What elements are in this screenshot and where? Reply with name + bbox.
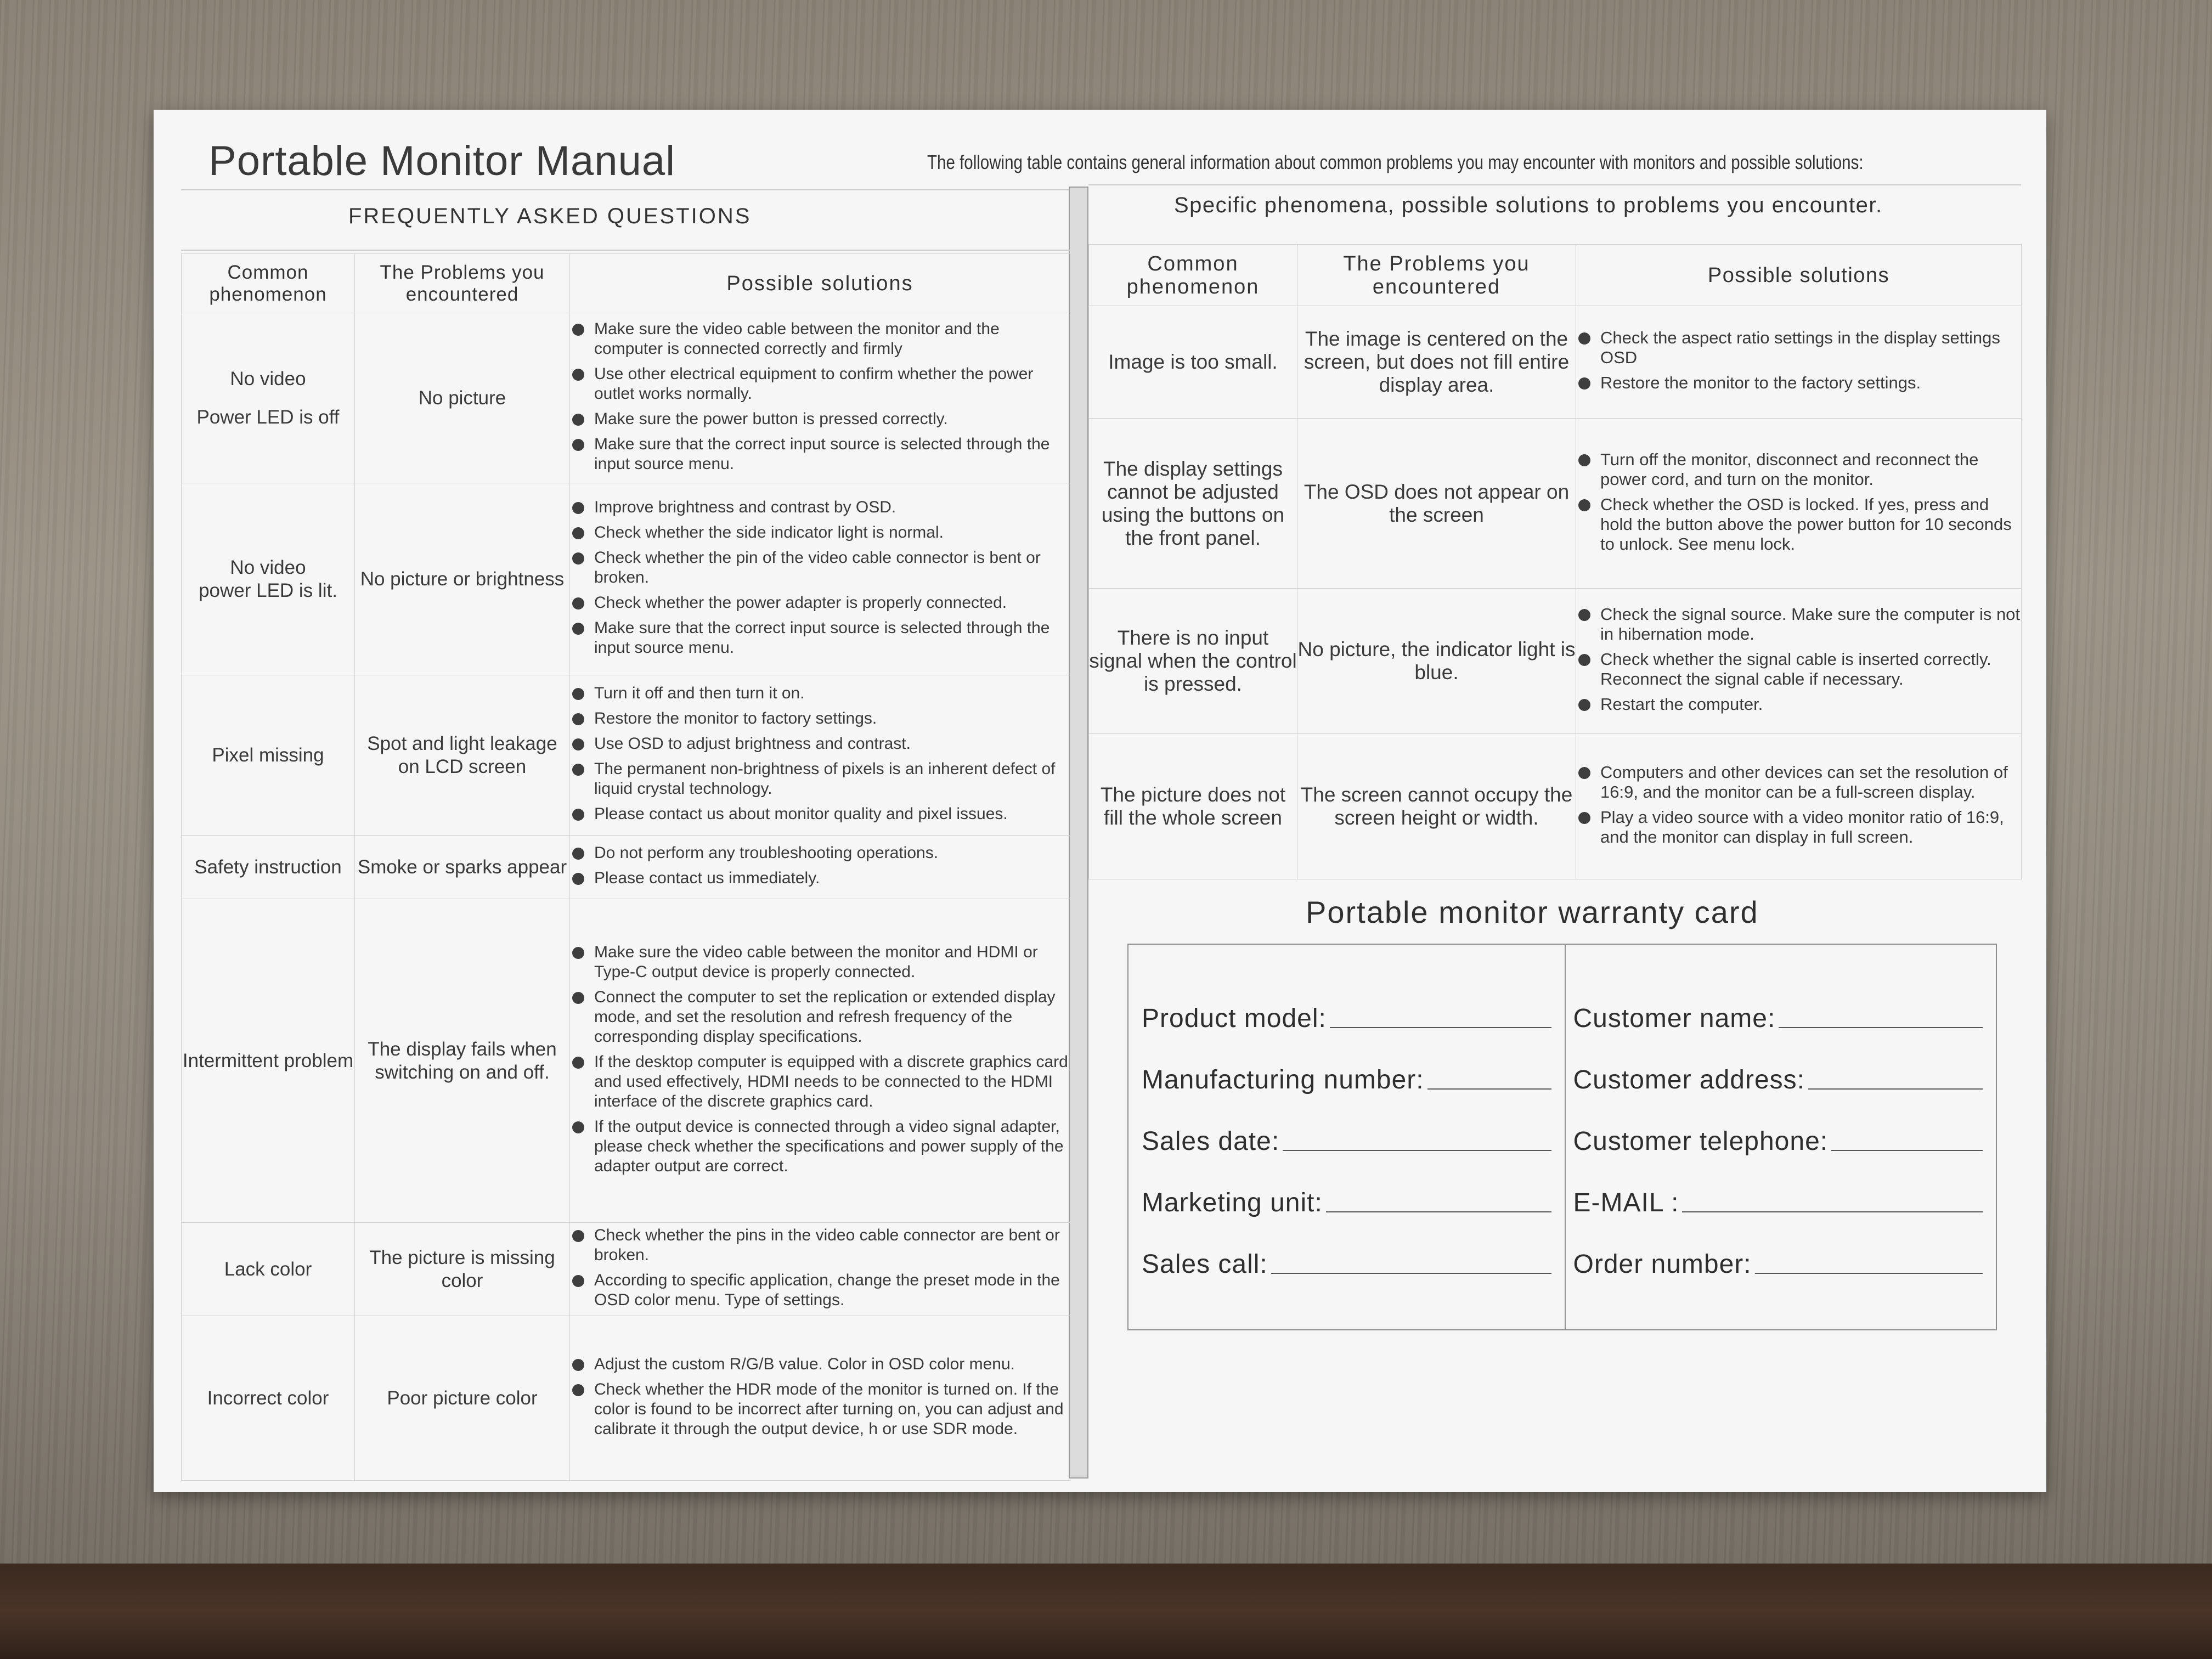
warranty-field xyxy=(1573,1034,1989,1095)
document-title: Portable Monitor Manual xyxy=(208,138,675,184)
phenomenon-text: Incorrect color xyxy=(207,1387,329,1409)
warranty-column-left xyxy=(1128,945,1565,1329)
warranty-field-label: Order number: xyxy=(1573,1250,1752,1279)
faq-row xyxy=(182,899,1070,1223)
header-common-phenomenon-right: Common phenomenon xyxy=(1089,245,1297,306)
bullet-icon xyxy=(1578,609,1590,621)
warranty-field-blank xyxy=(1283,1149,1551,1151)
warranty-field-blank xyxy=(1808,1088,1983,1090)
solution-item xyxy=(570,319,1070,359)
solution-text: Check whether the signal cable is inserted correctly. Reconnect the signal cable if necessary. xyxy=(1600,650,1991,689)
solution-item xyxy=(570,364,1070,404)
problem-cell xyxy=(1297,734,1576,879)
specific-row xyxy=(1089,306,2022,419)
solution-text: Check whether the pins in the video cable connector are bent or broken. xyxy=(594,1226,1060,1264)
phenomenon-text: Lack color xyxy=(224,1258,312,1280)
phenomenon-cell xyxy=(182,899,355,1223)
solution-item xyxy=(570,868,1070,888)
solutions-list xyxy=(570,1226,1070,1310)
bullet-icon xyxy=(572,738,584,751)
solution-text: Make sure that the correct input source is selected through the input source menu. xyxy=(594,435,1050,473)
bullet-icon xyxy=(572,552,584,565)
bullet-icon xyxy=(1578,654,1590,666)
solutions-list xyxy=(1576,328,2021,393)
bullet-icon xyxy=(572,439,584,451)
solutions-cell xyxy=(1576,306,2022,419)
solution-item xyxy=(570,618,1070,658)
solution-text: Use other electrical equipment to confirm whether the power outlet works normally. xyxy=(594,364,1034,403)
problem-text: Poor picture color xyxy=(387,1387,538,1409)
solutions-cell xyxy=(1576,734,2022,879)
solutions-cell xyxy=(570,836,1070,899)
bullet-icon xyxy=(572,1384,584,1396)
phenomenon-text: No video xyxy=(230,556,306,578)
faq-heading: FREQUENTLY ASKED QUESTIONS xyxy=(348,204,752,228)
problem-text: Smoke or sparks appear xyxy=(357,856,567,878)
problem-cell xyxy=(355,899,570,1223)
phenomenon-text: Pixel missing xyxy=(212,744,324,766)
faq-row xyxy=(182,836,1070,899)
solution-item xyxy=(570,409,1070,429)
header-problems-right: The Problems you encountered xyxy=(1297,245,1576,306)
solution-item xyxy=(570,943,1070,982)
warranty-field xyxy=(1573,972,1989,1034)
problem-text: The display fails when switching on and off. xyxy=(368,1038,557,1083)
solution-item xyxy=(1576,695,2021,714)
phenomenon-text: No video xyxy=(230,368,306,390)
warranty-field-blank xyxy=(1831,1149,1983,1151)
solution-text: Check whether the power adapter is properly connected. xyxy=(594,593,1007,612)
solution-item xyxy=(570,1355,1070,1374)
problem-cell xyxy=(1297,589,1576,734)
bullet-icon xyxy=(572,414,584,426)
phenomenon-cell xyxy=(182,313,355,483)
bullet-icon xyxy=(1578,499,1590,511)
warranty-field xyxy=(1142,1218,1557,1279)
problem-cell xyxy=(1297,419,1576,589)
solution-text: Play a video source with a video monitor ratio of 16:9, and the monitor can display in full screen. xyxy=(1600,808,2004,847)
solutions-cell xyxy=(570,483,1070,675)
faq-row xyxy=(182,313,1070,483)
solutions-cell xyxy=(570,1316,1070,1481)
bullet-icon xyxy=(572,764,584,776)
solution-text: If the desktop computer is equipped with a discrete graphics card and used effectively, HDMI needs to be connected to the HDMI interface of the discrete graphics card. xyxy=(594,1052,1068,1110)
floor-edge xyxy=(0,1564,2212,1659)
solutions-list xyxy=(570,684,1070,824)
solution-item xyxy=(570,593,1070,613)
warranty-field-blank xyxy=(1427,1088,1551,1090)
solution-item xyxy=(570,759,1070,799)
solution-text: Please contact us immediately. xyxy=(594,868,820,887)
solution-item xyxy=(570,498,1070,517)
bullet-icon xyxy=(572,809,584,821)
solutions-cell xyxy=(570,675,1070,836)
problem-text: The OSD does not appear on the screen xyxy=(1304,480,1570,526)
problem-cell xyxy=(355,675,570,836)
solution-text: Restore the monitor to the factory settings. xyxy=(1600,373,1921,392)
solutions-list xyxy=(570,498,1070,658)
warranty-field xyxy=(1573,1156,1989,1218)
solution-text: Adjust the custom R/G/B value. Color in OSD color menu. xyxy=(594,1355,1015,1373)
warranty-field-label: Marketing unit: xyxy=(1142,1188,1323,1217)
warranty-column-right xyxy=(1565,945,1996,1329)
warranty-field-blank xyxy=(1326,1211,1551,1212)
warranty-field-blank xyxy=(1755,1272,1983,1274)
faq-heading-rule xyxy=(181,250,1070,251)
phenomenon-cell xyxy=(182,1223,355,1316)
solution-text: Do not perform any troubleshooting operations. xyxy=(594,843,939,862)
header-solutions-right: Possible solutions xyxy=(1576,245,2022,306)
bullet-icon xyxy=(1578,454,1590,466)
solutions-cell xyxy=(1576,419,2022,589)
phenomenon-text: The display settings cannot be adjusted using the buttons on the front panel. xyxy=(1101,457,1285,549)
header-common-phenomenon: Common phenomenon xyxy=(182,254,355,313)
warranty-card xyxy=(1127,944,1997,1330)
problem-cell xyxy=(1297,306,1576,419)
solution-text: Make sure the power button is pressed correctly. xyxy=(594,409,948,428)
problem-text: No picture xyxy=(418,387,506,409)
warranty-field xyxy=(1142,1095,1557,1156)
bullet-icon xyxy=(1578,377,1590,390)
warranty-field-label: Product model: xyxy=(1142,1004,1327,1033)
phenomenon-text: There is no input signal when the control is pressed. xyxy=(1089,627,1297,695)
phenomenon-cell xyxy=(1089,734,1297,879)
solutions-cell xyxy=(570,899,1070,1223)
phenomenon-cell xyxy=(182,483,355,675)
problem-cell xyxy=(355,1316,570,1481)
phenomenon-cell xyxy=(182,675,355,836)
warranty-field-blank xyxy=(1682,1211,1983,1212)
solutions-cell xyxy=(570,313,1070,483)
manual-sheet xyxy=(154,110,2046,1492)
faq-table-right xyxy=(1088,244,2022,879)
problem-cell xyxy=(355,313,570,483)
solution-text: Check whether the HDR mode of the monitor is turned on. If the color is found to be incorrect after turning on, you can adjust and calibrate it through the output device, h or use SDR mode. xyxy=(594,1380,1064,1438)
phenomenon-cell xyxy=(182,836,355,899)
bullet-icon xyxy=(572,1121,584,1133)
warranty-title: Portable monitor warranty card xyxy=(1306,895,1759,929)
solution-item xyxy=(570,843,1070,863)
phenomenon-text: Image is too small. xyxy=(1108,351,1278,373)
title-rule-left xyxy=(181,189,1070,190)
solutions-list xyxy=(570,319,1070,474)
solution-text: Make sure that the correct input source is selected through the input source menu. xyxy=(594,618,1050,657)
solutions-cell xyxy=(570,1223,1070,1316)
faq-row xyxy=(182,675,1070,836)
solution-text: Check whether the side indicator light is normal. xyxy=(594,523,944,541)
solution-text: Make sure the video cable between the monitor and HDMI or Type-C output device is properly connected. xyxy=(594,943,1038,981)
solution-text: Please contact us about monitor quality and pixel issues. xyxy=(594,804,1008,823)
solution-item xyxy=(570,804,1070,824)
solution-item xyxy=(1576,808,2021,847)
solution-text: Restart the computer. xyxy=(1600,695,1763,714)
warranty-field xyxy=(1142,1034,1557,1095)
bullet-icon xyxy=(572,623,584,635)
problem-cell xyxy=(355,836,570,899)
solution-text: Check whether the OSD is locked. If yes, press and hold the button above the power button for 10 seconds to unlock. See menu lock. xyxy=(1600,494,2012,554)
solution-item xyxy=(570,548,1070,588)
bullet-icon xyxy=(572,369,584,381)
bullet-icon xyxy=(572,992,584,1004)
solution-text: Connect the computer to set the replication or extended display mode, and set the resolution and refresh frequency of the corresponding display specifications. xyxy=(594,988,1056,1046)
header-problems: The Problems you encountered xyxy=(355,254,570,313)
solution-item xyxy=(570,1052,1070,1111)
solution-text: Restore the monitor to factory settings. xyxy=(594,709,877,727)
warranty-field-label: Customer name: xyxy=(1573,1004,1776,1033)
faq-table-left xyxy=(181,253,1070,1481)
phenomenon-cell xyxy=(1089,589,1297,734)
solutions-list xyxy=(570,1355,1070,1439)
specific-row xyxy=(1089,734,2022,879)
solutions-cell xyxy=(1576,589,2022,734)
phenomenon-cell xyxy=(1089,306,1297,419)
specific-row xyxy=(1089,419,2022,589)
phenomenon-cell xyxy=(1089,419,1297,589)
solution-text: Check the aspect ratio settings in the display settings OSD xyxy=(1600,328,2000,367)
warranty-field-label: E-MAIL : xyxy=(1573,1188,1679,1217)
bullet-icon xyxy=(572,527,584,539)
solution-item xyxy=(570,988,1070,1047)
intro-text: The following table contains general information about common problems you may encounter with monitors and possible solutions: xyxy=(927,151,1864,173)
solution-text: Check the signal source. Make sure the computer is not in hibernation mode. xyxy=(1600,605,2021,644)
specific-row xyxy=(1089,589,2022,734)
problem-cell xyxy=(355,1223,570,1316)
bullet-icon xyxy=(572,324,584,336)
phenomenon-text: power LED is lit. xyxy=(199,579,337,601)
problem-cell xyxy=(355,483,570,675)
solutions-list xyxy=(570,943,1070,1176)
phenomenon-text: Power LED is off xyxy=(196,406,340,428)
solution-item xyxy=(1576,328,2021,368)
bullet-icon xyxy=(572,502,584,514)
problem-text: The screen cannot occupy the screen height or width. xyxy=(1300,783,1573,829)
bullet-icon xyxy=(1578,332,1590,345)
phenomenon-text: The picture does not fill the whole screen xyxy=(1100,783,1286,829)
solution-text: Improve brightness and contrast by OSD. xyxy=(594,498,896,516)
solution-item xyxy=(1576,763,2021,802)
solution-item xyxy=(1576,605,2021,644)
warranty-field xyxy=(1142,972,1557,1034)
bullet-icon xyxy=(1578,699,1590,711)
solution-item xyxy=(1576,495,2021,554)
warranty-field-blank xyxy=(1330,1026,1551,1028)
solutions-list xyxy=(1576,763,2021,847)
bullet-icon xyxy=(572,1057,584,1069)
faq-row xyxy=(182,483,1070,675)
bullet-icon xyxy=(1578,767,1590,779)
faq-row xyxy=(182,1223,1070,1316)
solution-text: Turn it off and then turn it on. xyxy=(594,684,805,702)
warranty-field-blank xyxy=(1271,1272,1551,1274)
title-rule-right xyxy=(1088,184,2021,185)
warranty-field-label: Manufacturing number: xyxy=(1142,1065,1424,1094)
center-divider xyxy=(1069,187,1088,1479)
bullet-icon xyxy=(572,597,584,610)
solution-text: Computers and other devices can set the resolution of 16:9, and the monitor can be a full-screen display. xyxy=(1600,763,2008,802)
problem-text: Spot and light leakage on LCD screen xyxy=(367,732,557,777)
solution-text: If the output device is connected through a video signal adapter, please check whether the specifications and power supply of the adapter output are correct. xyxy=(594,1117,1064,1175)
bullet-icon xyxy=(572,1275,584,1287)
problem-text: No picture or brightness xyxy=(360,568,565,590)
problem-text: The image is centered on the screen, but does not fill entire display area. xyxy=(1304,328,1570,396)
problem-text: No picture, the indicator light is blue. xyxy=(1297,638,1576,684)
phenomenon-text: Intermittent problem xyxy=(182,1049,354,1071)
solution-item xyxy=(570,709,1070,729)
solution-item xyxy=(1576,650,2021,689)
solutions-list xyxy=(570,843,1070,888)
warranty-field xyxy=(1573,1095,1989,1156)
warranty-field-label: Customer telephone: xyxy=(1573,1127,1829,1156)
bullet-icon xyxy=(572,848,584,860)
solution-item xyxy=(570,523,1070,543)
bullet-icon xyxy=(572,873,584,885)
warranty-field-blank xyxy=(1779,1026,1983,1028)
header-solutions: Possible solutions xyxy=(570,254,1070,313)
warranty-field xyxy=(1142,1156,1557,1218)
specific-heading: Specific phenomena, possible solutions to problems you encounter. xyxy=(1174,193,1883,217)
warranty-field-label: Sales date: xyxy=(1142,1127,1280,1156)
solution-item xyxy=(570,435,1070,474)
solutions-list xyxy=(1576,605,2021,714)
solution-item xyxy=(570,1117,1070,1176)
solution-item xyxy=(1576,450,2021,489)
solution-text: Make sure the video cable between the monitor and the computer is connected correctly and firmly xyxy=(594,319,1000,358)
solution-item xyxy=(570,1271,1070,1310)
phenomenon-text: Safety instruction xyxy=(194,856,342,878)
solution-item xyxy=(570,1380,1070,1439)
warranty-field-label: Sales call: xyxy=(1142,1250,1268,1279)
bullet-icon xyxy=(1578,812,1590,824)
warranty-field xyxy=(1573,1218,1989,1279)
solution-text: Use OSD to adjust brightness and contrast. xyxy=(594,734,911,753)
solution-text: Turn off the monitor, disconnect and reconnect the power cord, and turn on the monitor. xyxy=(1600,449,1979,489)
bullet-icon xyxy=(572,947,584,959)
solution-item xyxy=(570,684,1070,703)
problem-text: The picture is missing color xyxy=(369,1246,555,1291)
bullet-icon xyxy=(572,1359,584,1371)
bullet-icon xyxy=(572,713,584,725)
bullet-icon xyxy=(572,688,584,700)
warranty-field-label: Customer address: xyxy=(1573,1065,1805,1094)
phenomenon-cell xyxy=(182,1316,355,1481)
solutions-list xyxy=(1576,450,2021,554)
solution-text: Check whether the pin of the video cable connector is bent or broken. xyxy=(594,548,1041,586)
solution-item xyxy=(1576,373,2021,393)
solution-item xyxy=(570,734,1070,754)
faq-row xyxy=(182,1316,1070,1481)
solution-text: According to specific application, change the preset mode in the OSD color menu. Type of settings. xyxy=(594,1271,1060,1309)
solution-text: The permanent non-brightness of pixels is an inherent defect of liquid crystal technology. xyxy=(594,759,1056,798)
bullet-icon xyxy=(572,1230,584,1242)
solution-item xyxy=(570,1226,1070,1265)
